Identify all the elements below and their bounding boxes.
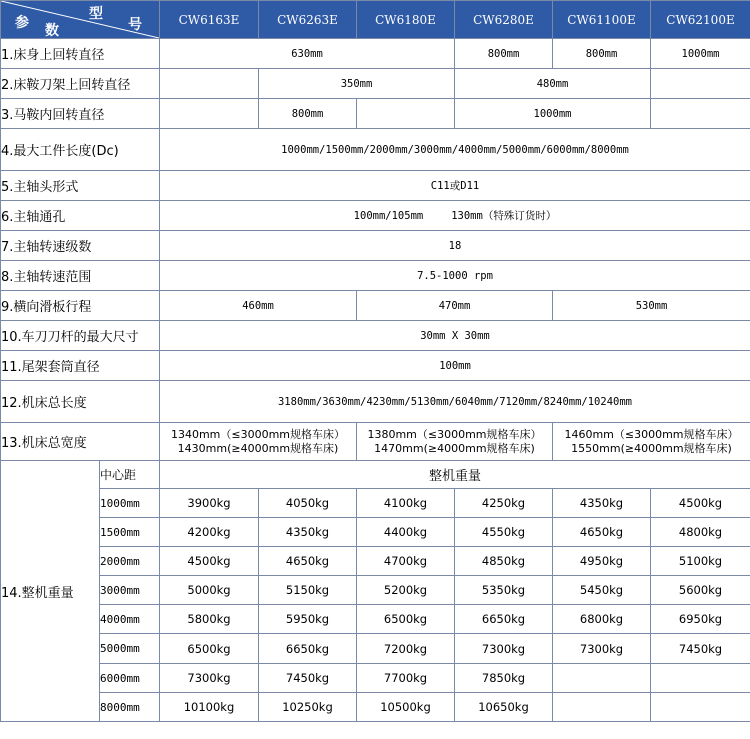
- center-distance: 6000mm: [100, 664, 160, 693]
- weight-value: [553, 664, 651, 693]
- row-label: 3.马鞍内回转直径: [1, 99, 160, 129]
- spec-row: [1, 381, 750, 423]
- cell-value: 800mm: [553, 39, 651, 69]
- row-label: 4.最大工件长度(Dc): [1, 129, 160, 171]
- cell-value: C11或D11: [160, 171, 750, 201]
- weight-value: 4100kg: [357, 489, 455, 518]
- width-line: 1470mm(≥4000mm规格车床): [374, 441, 535, 455]
- cell-value: 30mm X 30mm: [160, 321, 750, 351]
- weight-value: [553, 693, 651, 722]
- weight-header-row: [1, 461, 750, 489]
- width-line: 1340mm（≤3000mm规格车床）: [170, 427, 346, 441]
- weight-value: 7850kg: [455, 664, 553, 693]
- weight-value: 4500kg: [651, 489, 750, 518]
- weight-value: 6500kg: [357, 605, 455, 634]
- weight-value: 6950kg: [651, 605, 750, 634]
- model-header: CW61100E: [553, 1, 651, 39]
- weight-value: 7450kg: [651, 634, 750, 664]
- weight-value: 4550kg: [455, 518, 553, 547]
- weight-value: 4200kg: [160, 518, 259, 547]
- corner-char: 型: [89, 6, 103, 22]
- weight-value: 10100kg: [160, 693, 259, 722]
- cell-value: [357, 99, 455, 129]
- cell-value: [160, 69, 259, 99]
- corner-char: 参: [15, 15, 29, 31]
- weight-value: 5450kg: [553, 576, 651, 605]
- cell-value: 350mm: [259, 69, 455, 99]
- cell-value: [553, 423, 750, 461]
- weight-value: 4650kg: [259, 547, 357, 576]
- weight-value: 5200kg: [357, 576, 455, 605]
- corner-header: [1, 1, 160, 39]
- weight-value: [651, 693, 750, 722]
- model-header: CW6280E: [455, 1, 553, 39]
- model-header: CW6180E: [357, 1, 455, 39]
- weight-value: 6650kg: [259, 634, 357, 664]
- center-distance: 5000mm: [100, 634, 160, 664]
- cell-value: 1000mm/1500mm/2000mm/3000mm/4000mm/5000mm/6000mm/8000mm: [160, 129, 750, 171]
- weight-value: 5600kg: [651, 576, 750, 605]
- center-distance: 3000mm: [100, 576, 160, 605]
- weight-row: [1, 693, 750, 722]
- spec-row: [1, 321, 750, 351]
- spec-row: [1, 231, 750, 261]
- row-label: 9.横向滑板行程: [1, 291, 160, 321]
- weight-value: 6500kg: [160, 634, 259, 664]
- cell-value: 800mm: [455, 39, 553, 69]
- weight-value: 4800kg: [651, 518, 750, 547]
- cell-value: 470mm: [357, 291, 553, 321]
- weight-value: 4700kg: [357, 547, 455, 576]
- weight-row: [1, 634, 750, 664]
- spec-row: [1, 171, 750, 201]
- model-header: CW62100E: [651, 1, 750, 39]
- spec-row: [1, 423, 750, 461]
- spec-row: [1, 261, 750, 291]
- cell-value: 530mm: [553, 291, 750, 321]
- weight-value: [651, 664, 750, 693]
- corner-char: 数: [45, 23, 59, 39]
- weight-value: 5800kg: [160, 605, 259, 634]
- cell-value: [160, 99, 259, 129]
- weight-value: 7450kg: [259, 664, 357, 693]
- weight-value: 5000kg: [160, 576, 259, 605]
- header-row: [1, 1, 750, 39]
- weight-value: 6650kg: [455, 605, 553, 634]
- width-line: 1380mm（≤3000mm规格车床）: [367, 427, 542, 441]
- spec-row: [1, 201, 750, 231]
- row-label: 10.车刀刀杆的最大尺寸: [1, 321, 160, 351]
- weight-row: [1, 547, 750, 576]
- cell-value: [651, 69, 750, 99]
- corner-char: 号: [128, 17, 142, 33]
- center-distance: 1500mm: [100, 518, 160, 547]
- cell-value: 18: [160, 231, 750, 261]
- cell-value: [160, 423, 357, 461]
- weight-value: 4500kg: [160, 547, 259, 576]
- spec-row: [1, 129, 750, 171]
- weight-value: 4350kg: [259, 518, 357, 547]
- center-distance: 1000mm: [100, 489, 160, 518]
- weight-value: 10500kg: [357, 693, 455, 722]
- width-line: 1550mm(≥4000mm规格车床): [571, 441, 732, 455]
- center-distance: 2000mm: [100, 547, 160, 576]
- width-line: 1460mm（≤3000mm规格车床）: [564, 427, 739, 441]
- weight-value: 4250kg: [455, 489, 553, 518]
- spec-row: [1, 39, 750, 69]
- cell-value: 100mm: [160, 351, 750, 381]
- cell-value: 1000mm: [651, 39, 750, 69]
- cell-value: 1000mm: [455, 99, 651, 129]
- weight-row: [1, 605, 750, 634]
- weight-value: 10650kg: [455, 693, 553, 722]
- model-header: CW6263E: [259, 1, 357, 39]
- row-label: 11.尾架套筒直径: [1, 351, 160, 381]
- cell-value: 7.5-1000 rpm: [160, 261, 750, 291]
- model-header: CW6163E: [160, 1, 259, 39]
- cell-value: 3180mm/3630mm/4230mm/5130mm/6040mm/7120mm/8240mm/10240mm: [160, 381, 750, 423]
- row-label: 2.床鞍刀架上回转直径: [1, 69, 160, 99]
- weight-row: [1, 576, 750, 605]
- cell-value: [160, 201, 750, 231]
- weight-value: 5150kg: [259, 576, 357, 605]
- weight-value: 7300kg: [553, 634, 651, 664]
- weight-value: 4400kg: [357, 518, 455, 547]
- row-label: 6.主轴通孔: [1, 201, 160, 231]
- weight-value: 5350kg: [455, 576, 553, 605]
- weight-row: [1, 489, 750, 518]
- weight-value: 4350kg: [553, 489, 651, 518]
- cell-value: [651, 99, 750, 129]
- row-label: 7.主轴转速级数: [1, 231, 160, 261]
- center-distance: 4000mm: [100, 605, 160, 634]
- weight-value: 3900kg: [160, 489, 259, 518]
- weight-value: 6800kg: [553, 605, 651, 634]
- weight-value: 4050kg: [259, 489, 357, 518]
- row-label: 12.机床总长度: [1, 381, 160, 423]
- weight-value: 7200kg: [357, 634, 455, 664]
- row-label: 14.整机重量: [1, 461, 100, 722]
- row-label: 13.机床总宽度: [1, 423, 160, 461]
- row-label: 8.主轴转速范围: [1, 261, 160, 291]
- spec-row: [1, 291, 750, 321]
- center-distance-header: 中心距: [100, 461, 160, 489]
- bore-special: 130mm（特殊订货时）: [451, 210, 557, 222]
- width-line: 1430mm(≥4000mm规格车床): [177, 441, 339, 455]
- weight-value: 10250kg: [259, 693, 357, 722]
- cell-value: 630mm: [160, 39, 455, 69]
- weight-value: 4650kg: [553, 518, 651, 547]
- center-distance: 8000mm: [100, 693, 160, 722]
- bore-standard: 100mm/105mm: [353, 210, 424, 222]
- weight-row: [1, 518, 750, 547]
- weight-value: 5950kg: [259, 605, 357, 634]
- weight-value: 4850kg: [455, 547, 553, 576]
- cell-value: 480mm: [455, 69, 651, 99]
- weight-span-header: 整机重量: [160, 461, 750, 489]
- spec-row: [1, 69, 750, 99]
- weight-value: 5100kg: [651, 547, 750, 576]
- weight-value: 7300kg: [455, 634, 553, 664]
- cell-value: 800mm: [259, 99, 357, 129]
- spec-row: [1, 99, 750, 129]
- weight-value: 7300kg: [160, 664, 259, 693]
- spec-row: [1, 351, 750, 381]
- weight-value: 4950kg: [553, 547, 651, 576]
- weight-row: [1, 664, 750, 693]
- cell-value: [357, 423, 553, 461]
- cell-value: 460mm: [160, 291, 357, 321]
- row-label: 1.床身上回转直径: [1, 39, 160, 69]
- row-label: 5.主轴头形式: [1, 171, 160, 201]
- weight-value: 7700kg: [357, 664, 455, 693]
